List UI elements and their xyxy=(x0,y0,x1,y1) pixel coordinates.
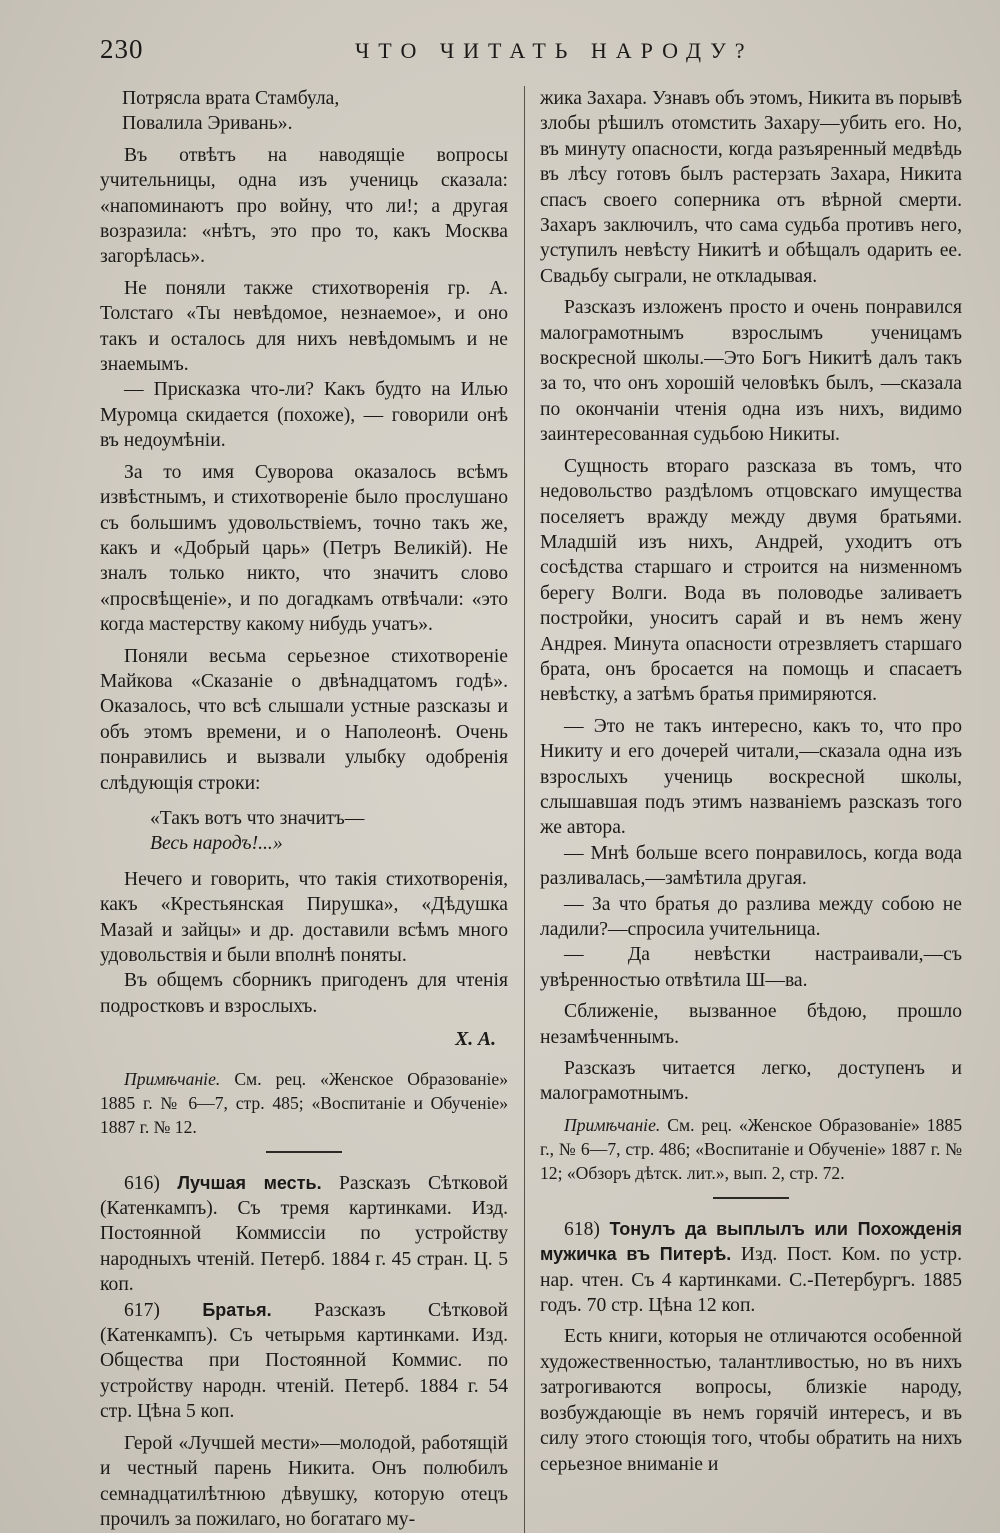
entry-618 xyxy=(540,1217,962,1319)
note-label: Примѣчаніе. xyxy=(564,1114,661,1135)
paragraph: Не поняли также стихотворенія гр. А. Толстаго «Ты невѣдомое, незнаемое», и оно такъ и осталось для нихъ невѣдомымъ и не знаемымъ. xyxy=(100,277,508,376)
entry-number: 617) xyxy=(124,1299,160,1321)
entry-title: Тонулъ да выплылъ или Похожденія мужичка въ Питерѣ. xyxy=(540,1218,962,1265)
section-divider xyxy=(713,1197,789,1199)
paragraph: За то имя Суворова оказалось всѣмъ извѣстнымъ, и стихотвореніе было прослушано съ большимъ удовольствіемъ, точно такъ же, какъ и «Добрый царь» (Петръ Великій). Не зналъ только никто, что значитъ слово «просвѣщеніе», и по догадкамъ отвѣчали: «это когда мастерству какому нибудь учатъ». xyxy=(100,461,508,636)
paragraph: Сближеніе, вызванное бѣдою, прошло незамѣченнымъ. xyxy=(540,1001,962,1048)
entry-title: Лучшая месть. xyxy=(177,1172,322,1193)
left-column xyxy=(100,86,508,1533)
paragraph: Поняли весьма серьезное стихотвореніе Майкова «Сказаніе о двѣнадцатомъ годѣ». Оказалось, что всѣ слышали устные разсказы и объ этомъ времени, и о Наполеонѣ. Очень понравились и вызвали улыбку одобренія слѣдующія строки: xyxy=(100,645,508,794)
review-signature: Х. А. xyxy=(455,1029,496,1051)
entry-617 xyxy=(100,1298,508,1425)
paragraph: Разсказъ читается легко, доступенъ и малограмотнымъ. xyxy=(540,1058,962,1105)
column-divider xyxy=(524,86,525,1533)
entry-details: Разсказъ Сѣтковой (Катенкампъ). Съ тремя картинками. Изд. Постоянной Коммиссіи по устройству народныхъ чтеній. Петерб. 1884 г. 45 стран. Ц. 5 коп. xyxy=(100,1172,509,1296)
entry-title: Братья. xyxy=(202,1299,272,1320)
right-column xyxy=(540,86,962,1533)
page-header xyxy=(100,30,990,70)
paragraph: Въ общемъ сборникъ пригоденъ для чтенія подростковъ и взрослыхъ. xyxy=(100,970,508,1017)
verse-line: «Такъ вотъ что значитъ— xyxy=(150,807,365,829)
note xyxy=(540,1113,962,1185)
entry-details: Разсказъ Сѣтковой (Катенкампъ). Съ четырьмя картинками. Изд. Общества при Постоянной Коммис. по устройству народн. чтеній. Петерб. 1884 г. 54 стр. Цѣна 5 коп. xyxy=(100,1299,508,1423)
paragraph: — За что братья до разлива между собою не ладили?—спросила учительница. xyxy=(540,893,962,940)
note xyxy=(100,1067,508,1139)
verse-line: Повалила Эривань». xyxy=(122,113,293,135)
note-text: См. рец. «Женское Образованіе» 1885 г., № 6—7, стр. 486; «Воспитаніе и Обученіе» 1887 г. № 12; «Обзоръ дѣтск. лит.», вып. 2, стр. 72. xyxy=(540,1114,962,1183)
paragraph: жика Захара. Узнавъ объ этомъ, Никита въ порывѣ злобы рѣшилъ отомстить Захару—убить его. Но, въ минуту опасности, когда разъяренный медвѣдь въ лѣсу готовъ былъ растерзать Захара, Никита спасъ своего соперника отъ вѣрной смерти. Захаръ заключилъ, что сама судьба противъ него, уступилъ невѣсту Никитѣ и обѣщалъ одарить ее. Свадьбу сыграли, не откладывая. xyxy=(540,88,962,287)
paragraph: — Мнѣ больше всего понравилось, когда вода разливалась,—замѣтила другая. xyxy=(540,842,962,890)
paragraph: Герой «Лучшей мести»—молодой, работящій и честный парень Никита. Онъ полюбилъ семнадцатилѣтнюю дѣвушку, которую отецъ прочилъ за пожилаго, но богатаго му- xyxy=(100,1432,508,1530)
paragraph: Нечего и говорить, что такія стихотворенія, какъ «Крестьянская Пирушка», «Дѣдушка Мазай и зайцы» и др. доставили всѣмъ много удовольствія и были вполнѣ поняты. xyxy=(100,868,508,966)
entry-616 xyxy=(100,1171,508,1298)
verse-quote-top xyxy=(100,86,508,137)
note-text: См. рец. «Женское Образованіе» 1885 г. № 6—7, стр. 485; «Воспитаніе и Обученіе» 1887 г. № 12. xyxy=(100,1068,508,1137)
paragraph: Въ отвѣтъ на наводящіе вопросы учительницы, одна изъ учениць сказала: «напоминаютъ про войну, что ли!; а другая возразила: «нѣтъ, это про то, какъ Москва загорѣлась». xyxy=(100,144,508,268)
paragraph: Есть книги, которыя не отличаются особенной художественностью, талантливостью, но въ нихъ затрогиваются вопросы, близкіе народу, возбуждающіе въ немъ горячій интересъ, и въ силу этого стоющія того, чтобы обратить на нихъ серьезное вниманіе и xyxy=(540,1326,962,1475)
entry-number: 616) xyxy=(124,1172,160,1194)
paragraph: — Да невѣстки настраивали,—съ увѣренностью отвѣтила Ш—ва. xyxy=(540,944,962,991)
section-divider xyxy=(266,1151,342,1153)
running-title: ЧТО ЧИТАТЬ НАРОДУ? xyxy=(355,38,754,63)
verse-quote-maikov xyxy=(100,806,508,857)
paragraph: Сущность втораго разсказа въ томъ, что недовольство раздѣломъ отцовскаго имущества поселяетъ вражду между двумя братьями. Младшій изъ нихъ, Андрей, уходитъ отъ сосѣдства старшаго и строится на низменномъ берегу Волги. Вода въ половодье заливаетъ постройки, уноситъ сарай и въ немъ жену Андрея. Минута опасности отрезвляетъ старшаго брата, онъ бросается на помощь и спасаетъ невѣстку, а затѣмъ братья примиряются. xyxy=(540,455,962,706)
entry-details: Изд. Пост. Ком. по устр. нар. чтен. Съ 4 картинками. С.-Петербургъ. 1885 годъ. 70 стр. Цѣна 12 коп. xyxy=(540,1244,962,1317)
paragraph: Разсказъ изложенъ просто и очень понравился малограмотнымъ взрослымъ ученицамъ воскресной школы.—Это Богъ Никитѣ далъ такъ за то, что онъ хорошій человѣкъ былъ, —сказала по окончаніи чтенія одна изъ нихъ, видимо заинтересованная судьбою Никиты. xyxy=(540,297,962,446)
paragraph: — Это не такъ интересно, какъ то, что про Никиту и его дочерей читали,—сказала одна изъ взрослыхъ учениць воскресной школы, слышавшая подъ этимъ названіемъ разсказъ того же автора. xyxy=(540,715,962,839)
page-number: 230 xyxy=(100,34,144,64)
paragraph: — Присказка что-ли? Какъ будто на Илью Муромца скидается (похоже), — говорили онѣ въ недоумѣніи. xyxy=(100,379,508,452)
note-label: Примѣчаніе. xyxy=(124,1068,221,1089)
verse-line: Потрясла врата Стамбула, xyxy=(122,88,340,109)
entry-number: 618) xyxy=(564,1218,600,1240)
verse-line: Весь народъ!...» xyxy=(150,833,283,855)
